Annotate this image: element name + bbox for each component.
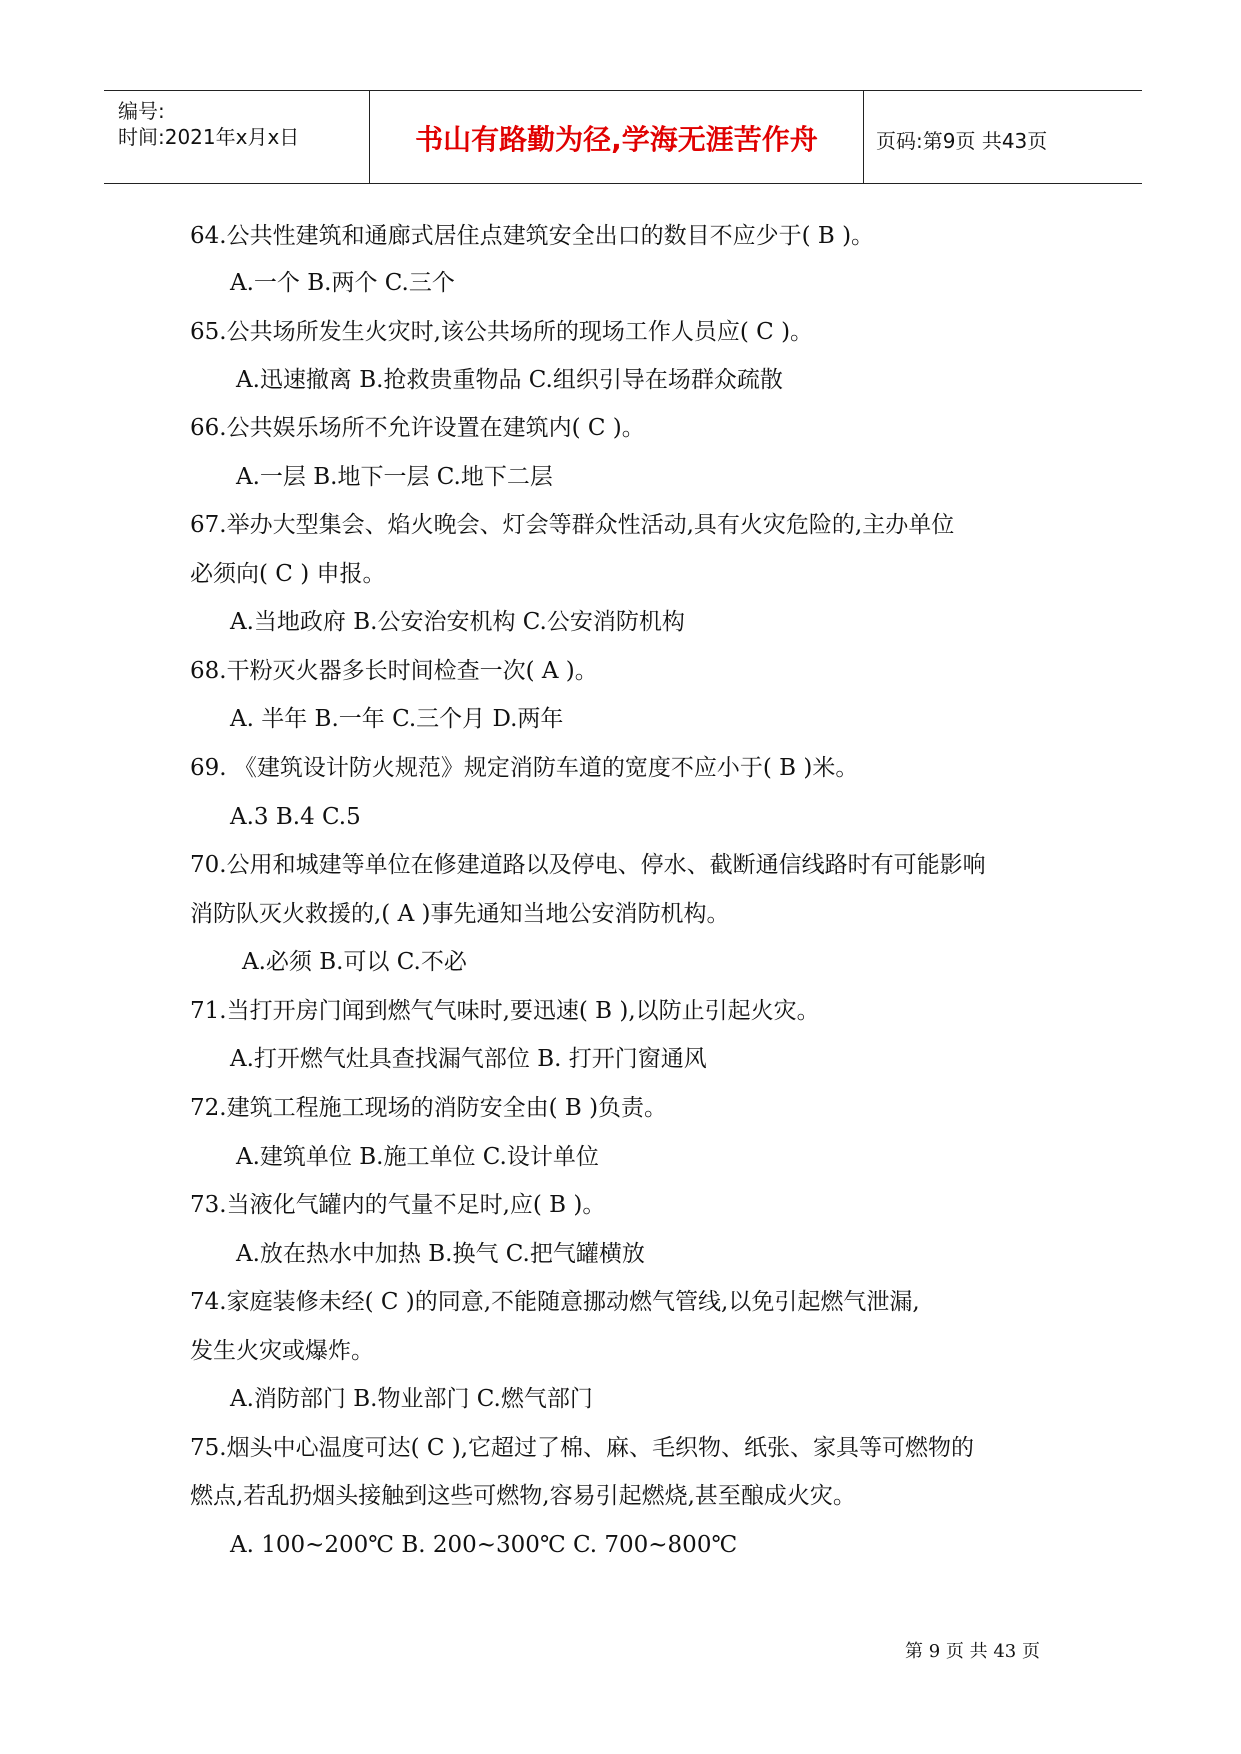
question-text: 73.当液化气罐内的气量不足时,应( B )。 — [190, 1192, 606, 1218]
question-text: 64.公共性建筑和通廊式居住点建筑安全出口的数目不应少于( B )。 — [190, 223, 875, 249]
question-options: A.建筑单位 B.施工单位 C.设计单位 — [236, 1144, 599, 1170]
question-options: A.消防部门 B.物业部门 C.燃气部门 — [230, 1386, 593, 1412]
header-motto-cell — [370, 91, 864, 183]
question-options: A.迅速撤离 B.抢救贵重物品 C.组织引导在场群众疏散 — [236, 367, 783, 393]
header-page-label: 页码:第9页 共43页 — [876, 129, 1048, 153]
question-text: 66.公共娱乐场所不允许设置在建筑内( C )。 — [190, 415, 645, 441]
question-options: A.3 B.4 C.5 — [230, 804, 361, 830]
question-text: 75.烟头中心温度可达( C ),它超过了棉、麻、毛织物、纸张、家具等可燃物的 — [190, 1435, 975, 1461]
question-options: A.一个 B.两个 C.三个 — [230, 270, 455, 296]
page-footer: 第 9 页 共 43 页 — [905, 1641, 1040, 1662]
question-text: 65.公共场所发生火灾时,该公共场所的现场工作人员应( C )。 — [190, 319, 814, 345]
question-text-continued: 燃点,若乱扔烟头接触到这些可燃物,容易引起燃烧,甚至酿成火灾。 — [190, 1483, 856, 1509]
question-text: 71.当打开房门闻到燃气气味时,要迅速( B ),以防止引起火灾。 — [190, 998, 820, 1024]
question-options: A.放在热水中加热 B.换气 C.把气罐横放 — [236, 1241, 645, 1267]
page-header — [104, 90, 1142, 184]
serial-label: 编号: — [118, 99, 165, 123]
question-text: 74.家庭装修未经( C )的同意,不能随意挪动燃气管线,以免引起燃气泄漏, — [190, 1289, 920, 1315]
header-right-cell — [864, 91, 1142, 183]
question-text: 69. 《建筑设计防火规范》规定消防车道的宽度不应小于( B )米。 — [190, 755, 859, 781]
question-text-continued: 消防队灭火救援的,( A )事先通知当地公安消防机构。 — [190, 901, 730, 927]
question-text: 67.举办大型集会、焰火晚会、灯会等群众性活动,具有火灾危险的,主办单位 — [190, 512, 955, 538]
question-options: A.打开燃气灶具查找漏气部位 B. 打开门窗通风 — [230, 1046, 707, 1072]
header-left-cell — [104, 91, 370, 183]
question-text: 68.干粉灭火器多长时间检查一次( A )。 — [190, 658, 598, 684]
motto: 书山有路勤为径,学海无涯苦作舟 — [415, 123, 818, 156]
question-options: A. 100~200℃ B. 200~300℃ C. 700~800℃ — [230, 1532, 738, 1558]
time-label: 时间:2021年x月x日 — [118, 125, 300, 149]
question-options: A.一层 B.地下一层 C.地下二层 — [236, 464, 553, 490]
question-options: A.必须 B.可以 C.不必 — [242, 949, 467, 975]
question-text-continued: 发生火灾或爆炸。 — [190, 1338, 374, 1364]
question-options: A. 半年 B.一年 C.三个月 D.两年 — [230, 706, 564, 732]
question-options: A.当地政府 B.公安治安机构 C.公安消防机构 — [230, 609, 685, 635]
question-text-continued: 必须向( C ) 申报。 — [190, 561, 386, 587]
question-text: 70.公用和城建等单位在修建道路以及停电、停水、截断通信线路时有可能影响 — [190, 852, 986, 878]
question-text: 72.建筑工程施工现场的消防安全由( B )负责。 — [190, 1095, 668, 1121]
